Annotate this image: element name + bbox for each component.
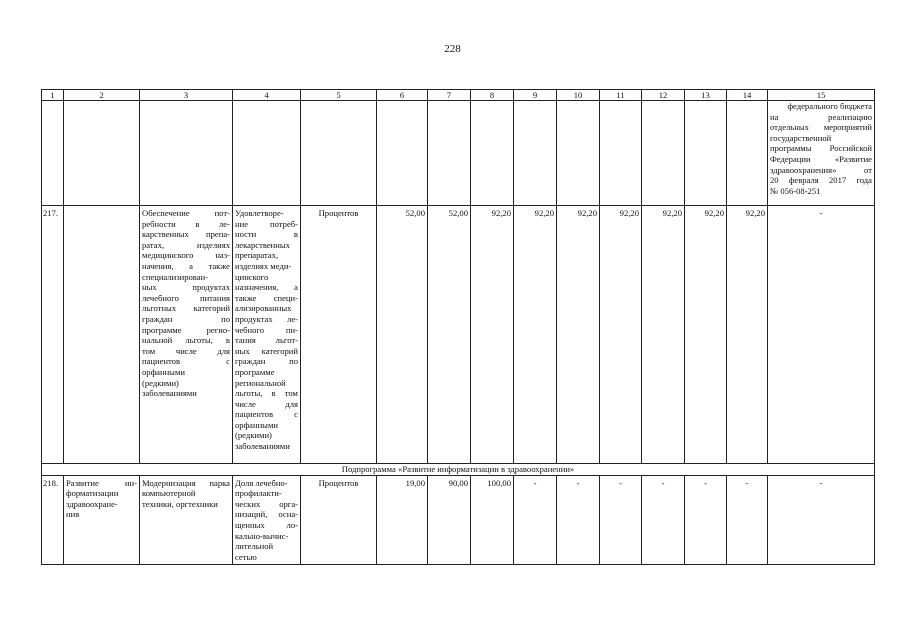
- text-line: тания льгот-: [235, 335, 298, 346]
- table-cell: [140, 101, 233, 206]
- table-cell: [377, 101, 428, 206]
- value-cell: -: [727, 475, 768, 564]
- text-line: ных категорий: [235, 345, 298, 356]
- text-line: Обеспечение пот-: [142, 208, 230, 218]
- value-cell: 92,20: [727, 206, 768, 464]
- text-line: заболеваниями: [235, 441, 290, 452]
- text-line: щенных ло-: [235, 519, 298, 530]
- table-cell: [557, 101, 600, 206]
- value-cell: -: [685, 475, 727, 564]
- table-cell: [42, 101, 64, 206]
- table-cell: [64, 206, 140, 464]
- value-cell: 92,20: [685, 206, 727, 464]
- value-cell: 92,20: [557, 206, 600, 464]
- value-cell: 100,00: [471, 475, 514, 564]
- text-line: программе регио-: [142, 324, 230, 335]
- text-line: ратах, изделиях: [142, 239, 230, 250]
- column-header: 11: [600, 90, 642, 101]
- text-line: Модернизация парка: [142, 477, 230, 488]
- column-header: 6: [377, 90, 428, 101]
- column-header: 8: [471, 90, 514, 101]
- text-line: (редкими): [142, 377, 179, 388]
- indicator-name-cell: [233, 206, 301, 464]
- text-line: кально-вычис-: [235, 530, 289, 541]
- text-line: граждан по: [142, 313, 230, 324]
- column-header: 9: [514, 90, 557, 101]
- value-cell: -: [600, 475, 642, 564]
- text-line: Федерации «Развитие: [770, 153, 872, 164]
- text-line: ческих орга-: [235, 498, 298, 509]
- column-header: 1: [42, 90, 64, 101]
- text-line: отдельных мероприятий: [770, 122, 872, 133]
- text-line: изделиях меди-: [235, 260, 292, 271]
- value-cell: 19,00: [377, 475, 428, 564]
- column-header: 13: [685, 90, 727, 101]
- page-number: 228: [444, 43, 461, 55]
- table-row-218: [42, 475, 875, 564]
- text-line: на реализацию: [770, 111, 872, 122]
- text-line: лекарственных: [235, 239, 290, 250]
- value-cell: 92,20: [600, 206, 642, 464]
- column-header: 7: [428, 90, 471, 101]
- table-row-217: [42, 206, 875, 464]
- value-cell: 52,00: [377, 206, 428, 464]
- text-line: орфанными: [235, 419, 278, 430]
- basis-cell: [768, 101, 875, 206]
- value-cell: 92,20: [642, 206, 685, 464]
- unit-cell: Процентов: [301, 206, 377, 464]
- text-line: сетью: [235, 551, 257, 562]
- text-line: Доля лечебно-: [235, 477, 288, 488]
- text-line: числе для: [235, 398, 298, 409]
- text-line: льготы, в том: [235, 388, 298, 399]
- text-line: ности в: [235, 229, 298, 240]
- text-line: ния: [66, 509, 80, 520]
- text-line: льготных категорий: [142, 303, 230, 314]
- text-line: № 056-08-251: [770, 185, 821, 196]
- text-line: лительной: [235, 541, 274, 552]
- text-line: программы Российской: [770, 143, 872, 154]
- text-line: Развитие ин-: [66, 477, 137, 488]
- table-cell: [514, 101, 557, 206]
- text-line: препаратах,: [235, 250, 279, 261]
- text-line: программе: [235, 366, 275, 377]
- text-line: том числе для: [142, 345, 230, 356]
- text-line: федерального бюджета: [787, 101, 872, 111]
- text-line: ных продуктах: [142, 282, 230, 293]
- text-line: ребности в ле-: [142, 218, 230, 229]
- text-line: (редкими): [235, 430, 272, 441]
- text-line: здравоохране-: [66, 498, 118, 509]
- text-line: 20 февраля 2017 года: [770, 175, 872, 186]
- program-name-cell: [64, 475, 140, 564]
- text-line: ние потреб-: [235, 218, 298, 229]
- subprogram-row: [42, 464, 875, 476]
- column-header: 14: [727, 90, 768, 101]
- text-line: техники, оргтехники: [142, 498, 218, 509]
- text-line: чебного пи-: [235, 324, 298, 335]
- value-cell: 90,00: [428, 475, 471, 564]
- text-line: региональной: [235, 377, 286, 388]
- text-line: Удовлетворе-: [235, 208, 284, 218]
- column-header: 10: [557, 90, 600, 101]
- text-line: компьютерной: [142, 488, 196, 499]
- column-header: 4: [233, 90, 301, 101]
- table-cell: [64, 101, 140, 206]
- text-line: нальной льготы, в: [142, 335, 230, 346]
- text-line: государственной: [770, 132, 832, 143]
- text-line: орфанными: [142, 366, 185, 377]
- table-cell: [685, 101, 727, 206]
- text-line: медицинского наз-: [142, 250, 230, 261]
- text-line: низаций, осна-: [235, 509, 298, 520]
- text-line: цинского: [235, 271, 269, 282]
- value-cell: -: [557, 475, 600, 564]
- text-line: также специ-: [235, 292, 298, 303]
- text-line: профилакти-: [235, 488, 282, 499]
- text-line: граждан по: [235, 356, 298, 367]
- basis-cell: -: [768, 475, 875, 564]
- text-line: специализирован-: [142, 271, 209, 282]
- event-name-cell: [140, 206, 233, 464]
- table-cell: [428, 101, 471, 206]
- value-cell: -: [642, 475, 685, 564]
- indicators-table: [41, 89, 875, 565]
- text-line: начения, а также: [142, 260, 230, 271]
- value-cell: -: [514, 475, 557, 564]
- basis-cell: -: [768, 206, 875, 464]
- value-cell: 92,20: [471, 206, 514, 464]
- text-line: здравоохранения» от: [770, 164, 872, 175]
- indicator-name-cell: [233, 475, 301, 564]
- column-header: 12: [642, 90, 685, 101]
- text-line: лечебного питания: [142, 292, 230, 303]
- table-cell: [600, 101, 642, 206]
- text-line: ализированных: [235, 303, 292, 314]
- table-cell: [727, 101, 768, 206]
- value-cell: 92,20: [514, 206, 557, 464]
- table-cell: [471, 101, 514, 206]
- column-header: 5: [301, 90, 377, 101]
- row-number: 218.: [42, 475, 64, 564]
- table-cell: [233, 101, 301, 206]
- text-line: карственных препа-: [142, 229, 230, 240]
- text-line: заболеваниями: [142, 388, 197, 399]
- subprogram-title: Подпрограмма «Развитие информатизации в здравоохранении»: [42, 464, 875, 476]
- text-line: пациентов с: [142, 356, 230, 367]
- column-header: 3: [140, 90, 233, 101]
- column-header: 15: [768, 90, 875, 101]
- column-header: 2: [64, 90, 140, 101]
- header-row: [42, 90, 875, 101]
- table-row-continuation: [42, 101, 875, 206]
- event-name-cell: [140, 475, 233, 564]
- text-line: пациентов с: [235, 409, 298, 420]
- row-number: 217.: [42, 206, 64, 464]
- table-cell: [301, 101, 377, 206]
- unit-cell: Процентов: [301, 475, 377, 564]
- text-line: форматизации: [66, 488, 119, 499]
- table-cell: [642, 101, 685, 206]
- value-cell: 52,00: [428, 206, 471, 464]
- text-line: назначения, а: [235, 282, 298, 293]
- text-line: продуктах ле-: [235, 313, 298, 324]
